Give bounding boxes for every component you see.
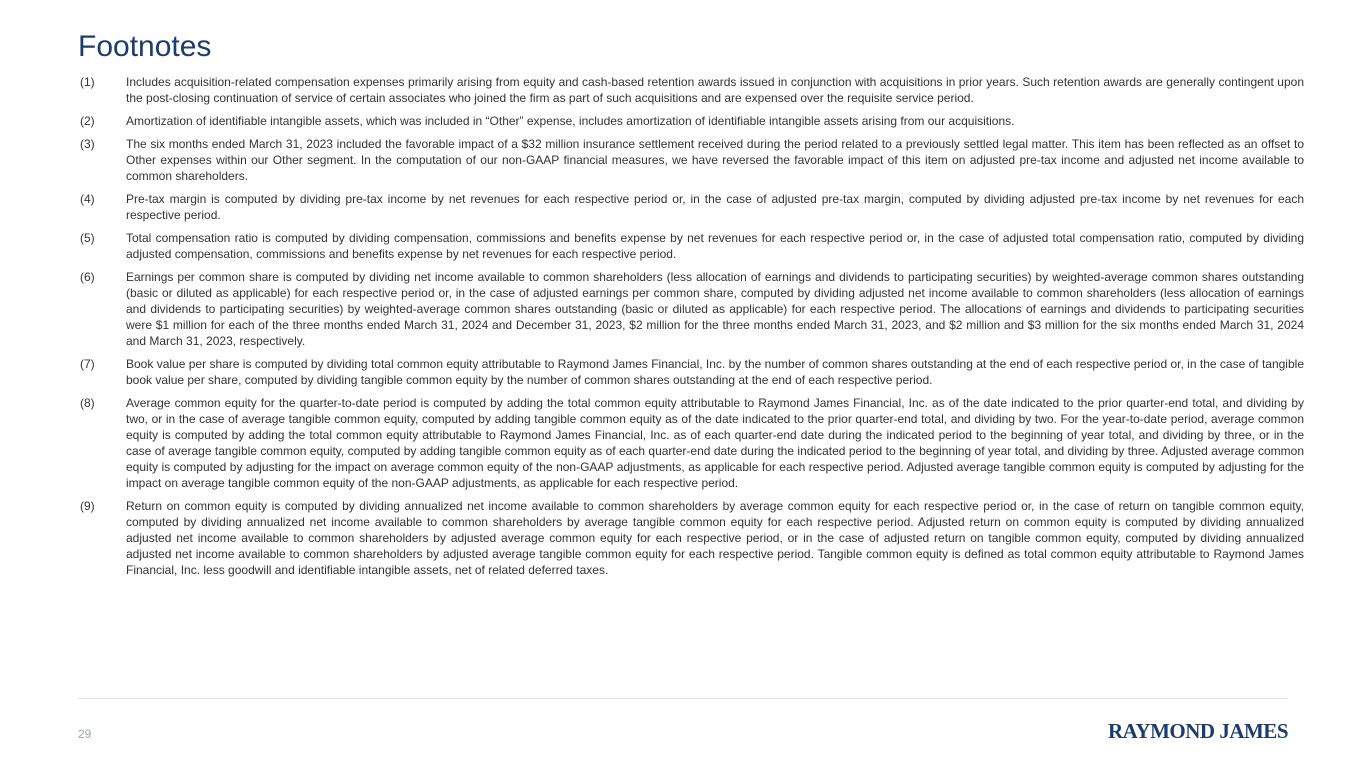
footnote-text: Earnings per common share is computed by dividing net income available to common shareholders (less allocation of earnings and dividends to participating securities) by weighted-average common shares outstanding (basic or diluted as applicable) for each respective period or, in the case of adjusted earnings per common share, computed by dividing adjusted net income available to common shareholders (less allocation of earnings and dividends to participating securities) by weighted-average common shares outstanding (basic or diluted as applicable) for each respective period. The allocations of earnings and dividends to participating securities were $1 million for each of the three months ended March 31, 2024 and December 31, 2023, $2 million for the three months ended March 31, 2023, and $2 million and $3 million for the six months ended March 31, 2024 and March 31, 2023, respectively. — [126, 270, 1304, 348]
footnote-number: (5) — [80, 231, 95, 245]
footnote-number: (7) — [80, 357, 95, 371]
footnote-number: (9) — [80, 499, 95, 513]
footnote-text: Total compensation ratio is computed by dividing compensation, commissions and benefits expense by net revenues for each respective period or, in the case of adjusted total compensation ratio, computed by dividing adjusted compensation, commissions and benefits expense by net revenues for each respective period. — [126, 231, 1304, 261]
footnotes-list — [80, 74, 1304, 585]
footnote-item — [80, 356, 1304, 388]
footnote-number: (1) — [80, 75, 95, 89]
footnote-item — [80, 395, 1304, 491]
footnote-text: Average common equity for the quarter-to-date period is computed by adding the total common equity attributable to Raymond James Financial, Inc. as of the date indicated to the prior quarter-end total, and dividing by two, or in the case of average tangible common equity, computed by adding tangible common equity as of the date indicated to the prior quarter-end total, and dividing by two. For the year-to-date period, average common equity is computed by adding the total common equity attributable to Raymond James Financial, Inc. as of each quarter-end date during the indicated period to the beginning of year total, and dividing by three, or in the case of average tangible common equity, computed by adding tangible common equity as of each quarter-end date during the indicated period to the beginning of year total, and dividing by three. Adjusted average common equity is computed by adjusting for the impact on average common equity of the non-GAAP adjustments, as applicable for each respective period. Adjusted average tangible common equity is computed by adjusting for the impact on average tangible common equity of the non-GAAP adjustments, as applicable for each respective period. — [126, 396, 1304, 490]
footnote-item — [80, 74, 1304, 106]
footnote-item — [80, 269, 1304, 349]
footnote-text: Amortization of identifiable intangible assets, which was included in “Other” expense, includes amortization of identifiable intangible assets arising from our acquisitions. — [126, 114, 1015, 128]
footnote-number: (4) — [80, 192, 95, 206]
footnote-item — [80, 230, 1304, 262]
page-number: 29 — [78, 727, 92, 741]
footnote-item — [80, 498, 1304, 578]
footnote-item — [80, 191, 1304, 223]
footnote-number: (2) — [80, 114, 95, 128]
footnote-text: Includes acquisition-related compensation expenses primarily arising from equity and cash-based retention awards issued in conjunction with acquisitions in prior years. Such retention awards are generally contingent upon the post-closing continuation of service of certain associates who joined the firm as part of such acquisitions and are expensed over the requisite service period. — [126, 75, 1304, 105]
footnote-text: Book value per share is computed by dividing total common equity attributable to Raymond James Financial, Inc. by the number of common shares outstanding at the end of each respective period or, in the case of tangible book value per share, computed by dividing tangible common equity by the number of common shares outstanding at the end of each respective period. — [126, 357, 1304, 387]
footnote-item — [80, 136, 1304, 184]
raymond-james-logo: RAYMOND JAMES — [1108, 719, 1288, 743]
page-title: Footnotes — [78, 30, 212, 63]
footnote-number: (6) — [80, 270, 95, 284]
footer-divider — [78, 698, 1288, 699]
footnote-number: (8) — [80, 396, 95, 410]
footnote-text: Pre-tax margin is computed by dividing pre-tax income by net revenues for each respective period or, in the case of adjusted pre-tax margin, computed by dividing adjusted pre-tax income by net revenues for each respective period. — [126, 192, 1304, 222]
footnote-text: Return on common equity is computed by dividing annualized net income available to common shareholders by average common equity for each respective period or, in the case of return on tangible common equity, computed by dividing annualized net income available to common shareholders by average tangible common equity for each respective period. Adjusted return on common equity is computed by dividing annualized adjusted net income available to common shareholders by adjusted average common equity for each respective period, or in the case of adjusted return on tangible common equity, computed by dividing annualized adjusted net income available to common shareholders by adjusted average tangible common equity for each respective period. Tangible common equity is defined as total common equity attributable to Raymond James Financial, Inc. less goodwill and identifiable intangible assets, net of related deferred taxes. — [126, 499, 1304, 577]
footnote-number: (3) — [80, 137, 95, 151]
footnote-item — [80, 113, 1304, 129]
footnote-text: The six months ended March 31, 2023 included the favorable impact of a $32 million insurance settlement received during the period related to a previously settled legal matter. This item has been reflected as an offset to Other expenses within our Other segment. In the computation of our non-GAAP financial measures, we have reversed the favorable impact of this item on adjusted pre-tax income and adjusted net income available to common shareholders. — [126, 137, 1304, 183]
